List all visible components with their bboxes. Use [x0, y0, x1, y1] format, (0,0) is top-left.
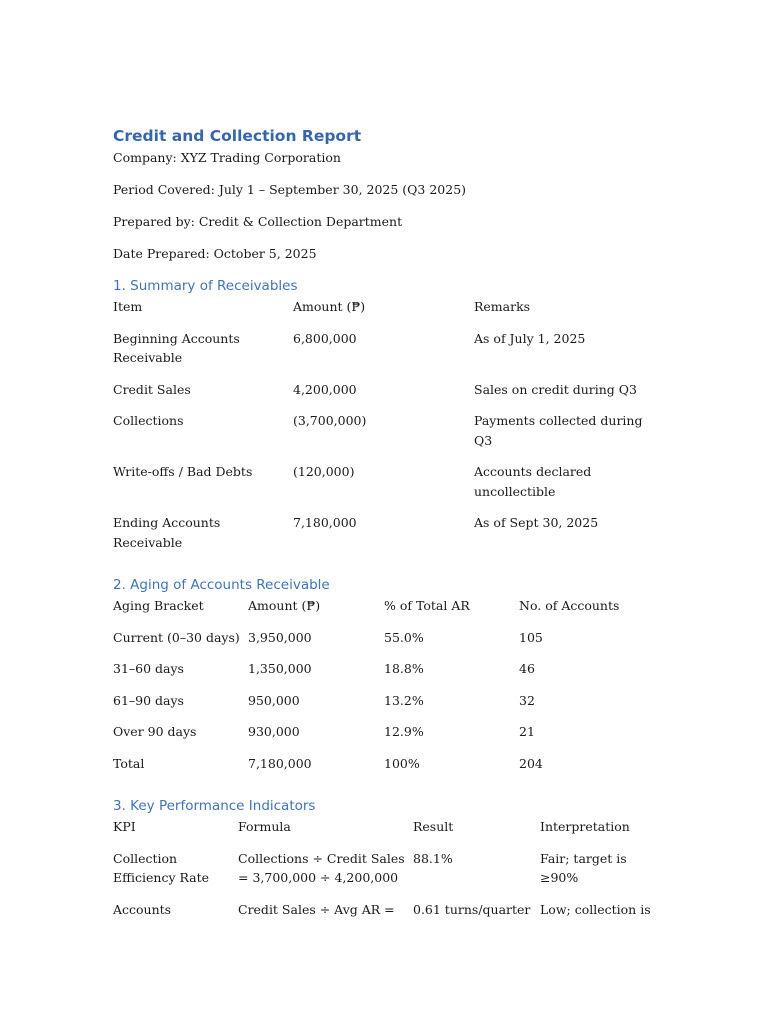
table-cell: Accounts [113, 901, 172, 917]
table-cell: 31–60 days [113, 661, 184, 676]
table-cell: Write-offs / Bad Debts [113, 464, 253, 479]
table-cell: Payments collected during Q3 [474, 413, 643, 448]
table-cell: 930,000 [248, 724, 300, 739]
table-cell: Current (0–30 days) [113, 629, 240, 645]
header-cell: Interpretation [540, 819, 630, 834]
table-cell: Total [113, 755, 145, 771]
table-cell: As of July 1, 2025 [474, 330, 586, 346]
table-cell: 950,000 [248, 692, 300, 708]
table-cell: Beginning Accounts Receivable [113, 330, 240, 365]
table-cell: Ending Accounts Receivable [113, 515, 221, 550]
report-title: Credit and Collection Report [113, 127, 362, 145]
prepared-by-line: Prepared by: Credit & Collection Department [113, 214, 403, 229]
table-row [113, 849, 653, 900]
table-row [113, 754, 653, 774]
table-cell: 0.61 turns/quarter [413, 901, 531, 917]
table-cell: 7,180,000 [293, 515, 357, 530]
header-cell: Remarks [474, 299, 531, 314]
table-row [113, 628, 653, 660]
summary-receivables-table [113, 297, 653, 552]
table-cell: 61–90 days [113, 692, 184, 708]
table-cell: (3,700,000) [293, 413, 367, 428]
table-cell: As of Sept 30, 2025 [474, 515, 599, 530]
table-cell: Accounts declared uncollectible [474, 464, 592, 499]
kpi-table [113, 817, 653, 919]
table-cell: Credit Sales [113, 381, 191, 397]
header-cell: Item [113, 299, 143, 314]
table-cell: (120,000) [293, 464, 355, 479]
table-cell: 204 [519, 755, 543, 771]
table-cell: 18.8% [384, 661, 424, 676]
table-cell: Low; collection is [540, 901, 651, 917]
table-cell: 100% [384, 755, 420, 771]
header-cell: Amount (₱) [293, 299, 366, 314]
table-cell: Sales on credit during Q3 [474, 381, 637, 397]
table-cell: 46 [519, 661, 535, 676]
header-cell: No. of Accounts [519, 598, 620, 613]
table-header-row [113, 817, 653, 849]
table-cell: 6,800,000 [293, 330, 357, 346]
table-row [113, 722, 653, 754]
table-header-row [113, 297, 653, 329]
table-cell: Collections ÷ Credit Sales = 3,700,000 ÷ 4,200,000 [238, 850, 405, 885]
header-cell: Aging Bracket [113, 598, 204, 613]
table-cell: 21 [519, 724, 535, 739]
summary-receivables-heading: 1. Summary of Receivables [113, 278, 298, 294]
table-row [113, 462, 653, 513]
table-cell: 1,350,000 [248, 661, 312, 676]
kpi-heading: 3. Key Performance Indicators [113, 798, 316, 814]
table-row [113, 513, 653, 552]
company-line: Company: XYZ Trading Corporation [113, 150, 341, 165]
table-cell: 3,950,000 [248, 629, 312, 645]
table-cell: Over 90 days [113, 724, 197, 739]
table-header-row [113, 596, 653, 628]
table-row [113, 411, 653, 462]
table-cell: Credit Sales ÷ Avg AR = [238, 901, 395, 917]
header-cell: KPI [113, 819, 136, 834]
table-cell: Fair; target is ≥90% [540, 850, 627, 885]
period-line: Period Covered: July 1 – September 30, 2025 (Q3 2025) [113, 182, 467, 197]
table-cell: 7,180,000 [248, 755, 312, 771]
aging-receivables-table [113, 596, 653, 773]
table-row [113, 329, 653, 380]
table-cell: 55.0% [384, 629, 424, 645]
aging-receivables-heading: 2. Aging of Accounts Receivable [113, 577, 330, 593]
header-cell: Formula [238, 819, 291, 834]
date-prepared-line: Date Prepared: October 5, 2025 [113, 246, 317, 261]
table-cell: 13.2% [384, 692, 424, 708]
table-cell: Collections [113, 413, 184, 428]
table-row [113, 659, 653, 691]
table-cell: 12.9% [384, 724, 424, 739]
table-row [113, 691, 653, 723]
table-row [113, 380, 653, 412]
table-cell: 4,200,000 [293, 381, 357, 397]
document-page [113, 125, 673, 919]
header-cell: % of Total AR [384, 598, 470, 613]
header-cell: Result [413, 819, 454, 834]
table-row [113, 900, 653, 920]
header-cell: Amount (₱) [248, 598, 321, 613]
table-cell: 88.1% [413, 850, 453, 866]
table-cell: 32 [519, 692, 535, 708]
table-cell: 105 [519, 629, 543, 645]
table-cell: Collection Efficiency Rate [113, 850, 210, 885]
